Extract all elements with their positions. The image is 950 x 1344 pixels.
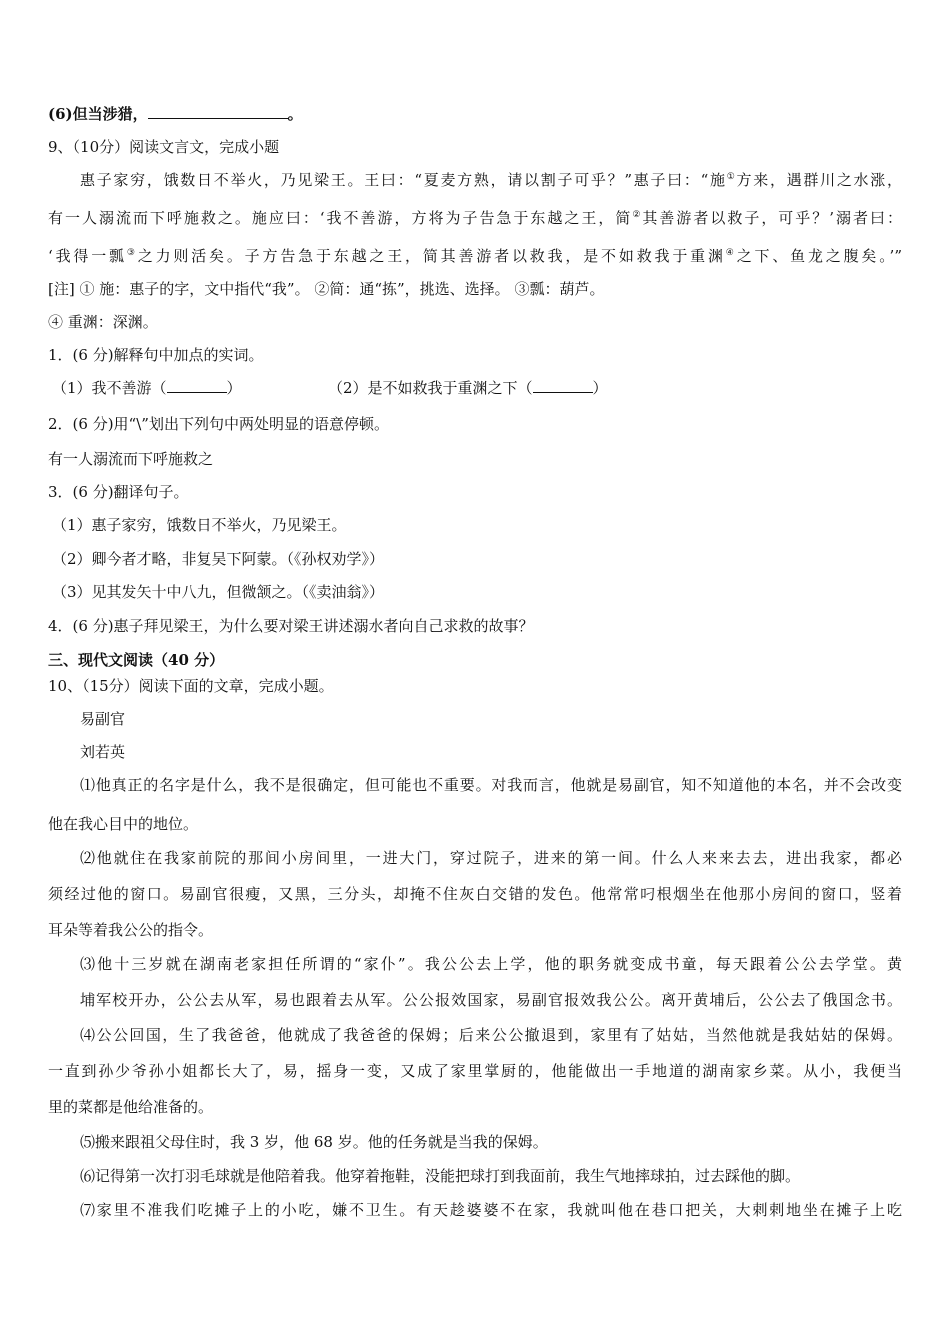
q9-subq-3a: （1）惠子家穷，饿数日不举火，乃见梁王。	[52, 516, 347, 534]
article-line: ⑸搬来跟祖父母住时，我 3 岁，他 68 岁。他的任务就是当我的保姆。	[80, 1133, 548, 1151]
q6-end: 。	[287, 105, 303, 123]
q9-subq-3: 3．(6 分)翻译句子。	[48, 483, 189, 501]
article-line: 一直到孙少爷孙小姐都长大了，易，摇身一变，又成了家里掌厨的，他能做出一手地道的湖南家乡菜。从小，我便当	[48, 1062, 902, 1080]
article-line: 他在我心目中的地位。	[48, 815, 199, 833]
q10-header: 10、（15分）阅读下面的文章，完成小题。	[48, 677, 334, 695]
q6-text: (6)但当涉猎，	[48, 105, 148, 123]
article-title: 易副官	[80, 710, 126, 728]
q9-1a-blank[interactable]	[167, 378, 227, 393]
article-line: 里的菜都是他给准备的。	[48, 1098, 214, 1116]
article-line: 埔军校开办，公公去从军，易也跟着去从军。公公报效国家，易副官报效我公公。离开黄埔后，公公去了俄国念书。	[80, 991, 902, 1009]
article-line: ⑵他就住在我家前院的那间小房间里，一进大门，穿过院子，进来的第一间。什么人来来去去，进出我家，都必	[80, 849, 902, 867]
article-line: ⑶他十三岁就在湖南老家担任所谓的“家仆”。我公公去上学，他的职务就变成书童，每天跟着公公去学堂。黄	[80, 955, 902, 973]
article-line: ⑷公公回国，生了我爸爸，他就成了我爸爸的保姆；后来公公撤退到，家里有了姑姑，当然他就是我姑姑的保姆。	[80, 1026, 902, 1044]
q9-header: 9、（10分）阅读文言文，完成小题	[48, 138, 280, 156]
article-author: 刘若英	[80, 743, 126, 761]
q9-passage-line-1: 惠子家穷，饿数日不举火，乃见梁王。王曰：“夏麦方熟，请以割子可乎？”惠子曰：“施①方来，遇群川之水涨，	[80, 171, 902, 189]
q9-subq-2-sentence: 有一人溺流而下呼施救之	[48, 450, 214, 468]
q9-subq-1: 1．(6 分)解释句中加点的实词。	[48, 346, 264, 364]
q9-passage-line-2: 有一人溺流而下呼施救之。施应曰：‘我不善游，方将为子告急于东越之王，简②其善游者以救子，可乎？’溺者曰：	[48, 209, 902, 227]
article-line: 耳朵等着我公公的指令。	[48, 921, 214, 939]
q6-answer-blank[interactable]	[148, 104, 288, 119]
q9-subq-3b: （2）卿今者才略，非复吴下阿蒙。（《孙权劝学》）	[52, 550, 385, 568]
q9-subq-1a: （1）我不善游（ ）	[52, 379, 242, 397]
q6-line	[48, 104, 303, 124]
article-line: ⑺家里不准我们吃摊子上的小吃，嫌不卫生。有天趁婆婆不在家，我就叫他在巷口把关，大剌剌地坐在摊子上吃	[80, 1201, 902, 1219]
q9-subq-4: 4．(6 分)惠子拜见梁王，为什么要对梁王讲述溺水者向自己求救的故事？	[48, 617, 534, 635]
article-line: 须经过他的窗口。易副官很瘦，又黑，三分头，却掩不住灰白交错的发色。他常常叼根烟坐在他那小房间的窗口，竖着	[48, 885, 902, 903]
q9-subq-2: 2．(6 分)用“\”划出下列句中两处明显的语意停顿。	[48, 415, 389, 433]
q9-1b-blank[interactable]	[533, 378, 593, 393]
q9-note-2: ④ 重渊：深渊。	[48, 313, 158, 331]
q9-passage-line-3: ‘我得一瓢③之力则活矣。子方告急于东越之王，简其善游者以救我，是不如救我于重渊④之下、鱼龙之腹矣。’”	[48, 247, 902, 265]
q9-subq-1b: （2）是不如救我于重渊之下（ ）	[328, 379, 608, 397]
article-line: ⑴他真正的名字是什么，我不是很确定，但可能也不重要。对我而言，他就是易副官，知不知道他的本名，并不会改变	[80, 776, 902, 794]
q9-note-1: [注] ① 施：惠子的字，文中指代“我”。 ②简：通“拣”，挑选、选择。 ③瓢：葫芦。	[48, 280, 605, 298]
q9-subq-3c: （3）见其发矢十中八九，但微颔之。（《卖油翁》）	[52, 583, 385, 601]
article-line: ⑹记得第一次打羽毛球就是他陪着我。他穿着拖鞋，没能把球打到我面前，我生气地摔球拍，过去踩他的脚。	[80, 1167, 801, 1185]
section-3-heading: 三、现代文阅读（40 分）	[48, 651, 225, 669]
